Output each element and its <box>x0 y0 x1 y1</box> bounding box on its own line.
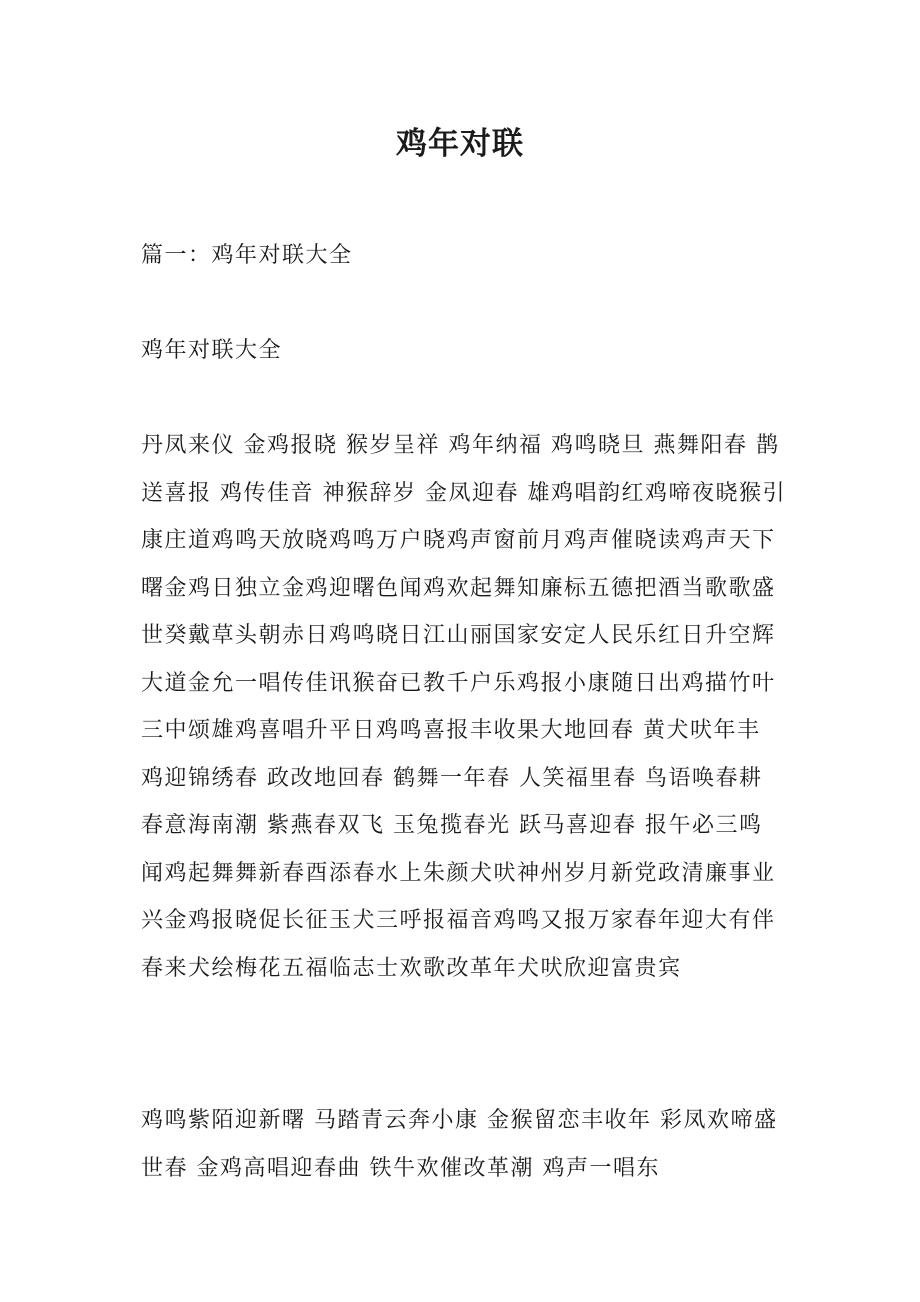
section-heading: 篇一：鸡年对联大全 <box>141 243 353 268</box>
couplet-paragraph-1: 丹凤来仪 金鸡报晓 猴岁呈祥 鸡年纳福 鸡鸣晓旦 燕舞阳春 鹊送喜报 鸡传佳音 神猴辞岁 金凤迎春 雄鸡唱韵红鸡啼夜晓猴引康庄道鸡鸣天放晓鸡鸣万户晓鸡声窗前月鸡声催晓读鸡声天下曙金鸡日独立金鸡迎曙色闻鸡欢起舞知廉标五德把酒当歌歌盛世癸戴草头朝赤日鸡鸣晓日江山丽国家安定人民乐红日升空辉大道金允一唱传佳讯猴奋已教千户乐鸡报小康随日出鸡描竹叶三中颂雄鸡喜唱升平日鸡鸣喜报丰收果大地回春 黄犬吠年丰 鸡迎锦绣春 政改地回春 鹤舞一年春 人笑福里春 鸟语唤春耕 春意海南潮 紫燕春双飞 玉兔揽春光 跃马喜迎春 报午必三鸣 闻鸡起舞舞新春酉添春水上朱颜犬吠神州岁月新党政清廉事业兴金鸡报晓促长征玉犬三呼报福音鸡鸣又报万家春年迎大有伴春来犬绘梅花五福临志士欢歌改革年犬吠欣迎富贵宾 <box>141 433 786 981</box>
section-subheading: 鸡年对联大全 <box>141 338 283 363</box>
couplet-paragraph-2: 鸡鸣紫陌迎新曙 马踏青云奔小康 金猴留恋丰收年 彩凤欢啼盛世春 金鸡高唱迎春曲 铁牛欢催改革潮 鸡声一唱东 <box>141 1108 778 1181</box>
document-title: 鸡年对联 <box>396 126 524 162</box>
